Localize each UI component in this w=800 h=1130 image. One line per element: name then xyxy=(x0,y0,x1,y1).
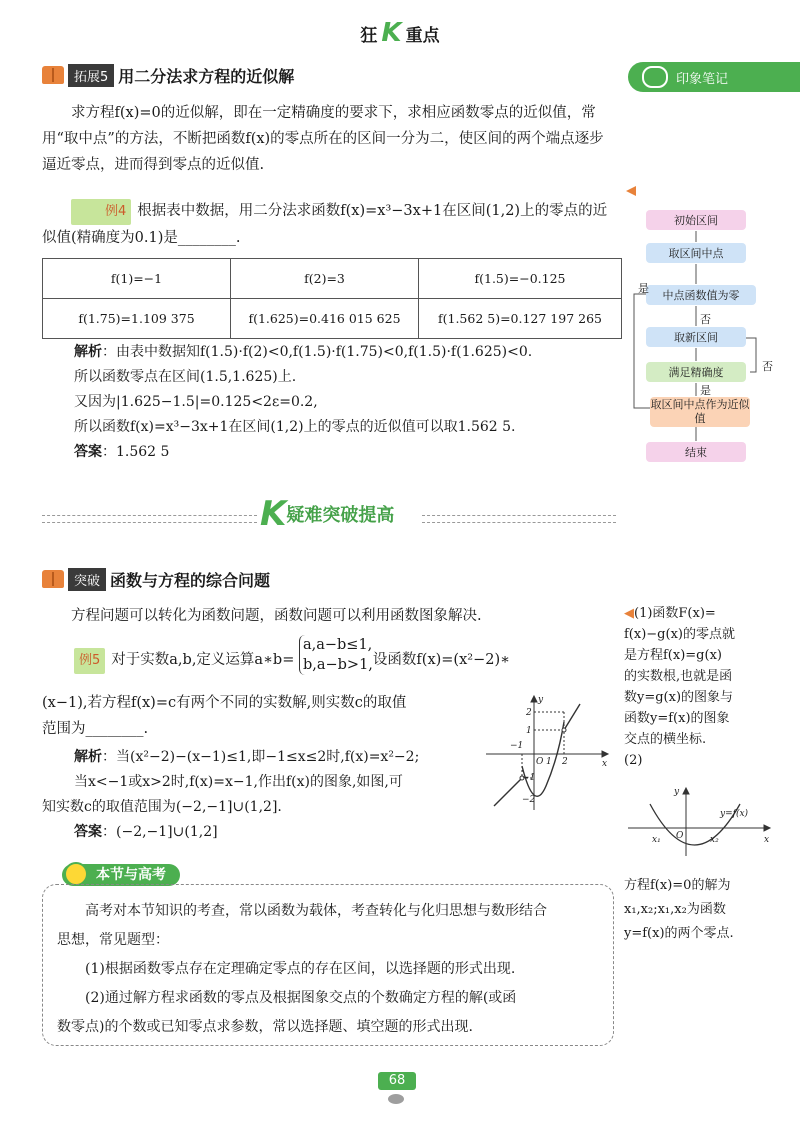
example4-solution xyxy=(74,340,619,465)
solution-line: 当x<−1或x>2时,f(x)=x−1,作出f(x)的图象,如图,可 xyxy=(74,774,403,790)
flowchart-node: 取新区间 xyxy=(646,327,746,347)
side-note-line: 数y=g(x)的图象与 xyxy=(624,690,734,705)
section1-heading xyxy=(42,64,294,86)
side-note-marker: ◀(1)函数F(x)= xyxy=(624,606,716,621)
book-icon xyxy=(42,570,64,588)
example5-question xyxy=(42,690,482,742)
origin-label: O xyxy=(536,757,544,767)
exam-line: (2)通过解方程求函数的零点及根据图象交点的个数确定方程的解(或函 xyxy=(85,990,517,1006)
tick-label: −1 xyxy=(522,773,536,783)
exam-line: 思想，常见题型： xyxy=(57,932,169,948)
banner-k-logo: K xyxy=(260,494,287,534)
solution-line: 所以函数f(x)=x³−3x+1在区间(1,2)上的零点的近似值可以取1.562 5. xyxy=(74,419,516,435)
side-note-line: x₁,x₂;x₁,x₂为函数 xyxy=(624,902,726,917)
example4-table xyxy=(42,258,622,339)
zero-label: x₁ xyxy=(652,835,661,845)
flowchart-node: 初始区间 xyxy=(646,210,746,230)
flowchart-node: 结束 xyxy=(646,442,746,462)
tick-label: −1 xyxy=(510,741,524,751)
solution-line: 又因为|1.625−1.5|=0.125<2ε=0.2, xyxy=(74,394,318,410)
side-tab xyxy=(628,62,800,92)
answer-label: 答案 xyxy=(74,444,102,460)
header-right: 重点 xyxy=(405,26,440,46)
solution-line: ：由表中数据知f(1.5)·f(2)<0,f(1.5)·f(1.75)<0,f(1.5)·f(1.625)<0. xyxy=(102,344,533,360)
axis-label: y xyxy=(674,787,680,797)
axis-label: y xyxy=(538,695,544,705)
example5-q-line1: 对于实数a,b,定义运算a∗b= xyxy=(111,652,295,668)
flowchart-yes: 是 xyxy=(700,384,711,397)
table-cell: f(1.625)=0.416 015 625 xyxy=(231,299,419,339)
section1-title: 用二分法求方程的近似解 xyxy=(118,66,295,86)
example4 xyxy=(42,198,616,251)
side-note-line: y=f(x)的两个零点. xyxy=(624,926,734,941)
table-row xyxy=(43,299,622,339)
flowchart-node: 取区间中点 xyxy=(646,243,746,263)
header-k-logo: K xyxy=(381,18,402,48)
table-row xyxy=(43,259,622,299)
book-icon xyxy=(42,66,64,84)
flowchart-yes: 是 xyxy=(638,282,649,295)
flowchart-no: 否 xyxy=(700,313,711,326)
origin-label: O xyxy=(676,831,684,841)
banner-divider xyxy=(422,515,616,523)
function-graph xyxy=(484,692,614,812)
function-label: y=f(x) xyxy=(720,809,749,819)
section2-heading xyxy=(42,568,270,590)
section1-paragraph: 求方程f(x)=0的近似解，即在一定精确度的要求下，求相应函数零点的近似值，常用“取中点”的方法，不断把函数f(x)的零点所在的区间一分为二，使区间的两个端点逐步逼近零点，进而得到零点的近似值. xyxy=(42,105,604,173)
question-line: 范围为________. xyxy=(42,721,149,737)
piecewise-case: b,a−b>1, xyxy=(302,657,373,673)
banner-title: 疑难突破提高 xyxy=(286,505,395,526)
x-axis-arrow xyxy=(602,751,608,757)
section1-tag: 拓展5 xyxy=(68,64,114,87)
tick-label: −2 xyxy=(522,795,536,805)
exam-content xyxy=(43,885,613,1042)
table-cell: f(1.562 5)=0.127 197 265 xyxy=(419,299,622,339)
exam-line: (1)根据函数零点存在定理确定零点的存在区间，以选择题的形式出现. xyxy=(85,961,516,977)
flowchart-node: 中点函数值为零 xyxy=(646,285,756,305)
left-line xyxy=(494,778,522,806)
side-note-after xyxy=(624,874,794,946)
side-note-line: (2) xyxy=(624,753,643,768)
note-icon xyxy=(642,66,668,88)
axis-label: x xyxy=(602,759,608,769)
table-cell: f(2)=3 xyxy=(231,259,419,299)
solution-line: 所以函数零点在区间(1.5,1.625)上. xyxy=(74,369,297,385)
answer-value: ：1.562 5 xyxy=(102,444,170,460)
side-note-line: 的实数根,也就是函 xyxy=(624,669,733,684)
section2-title: 函数与方程的综合问题 xyxy=(110,570,271,590)
side-note xyxy=(624,603,794,771)
exam-line: 高考对本节知识的考查，常以函数为载体，考查转化与化归思想与数形结合 xyxy=(85,903,547,919)
side-note-line: 交点的横坐标. xyxy=(624,732,707,747)
piecewise xyxy=(299,635,373,675)
solution-line: ：当(x²−2)−(x−1)≤1,即−1≤x≤2时,f(x)=x²−2; xyxy=(102,749,420,765)
example4-badge: 例4 xyxy=(71,199,131,225)
example5-solution xyxy=(42,745,484,845)
bird-icon xyxy=(388,1094,404,1104)
exam-box xyxy=(42,884,614,1046)
exam-title-text: 本节与高考 xyxy=(62,864,180,886)
section2-tag: 突破 xyxy=(68,568,106,591)
table-cell: f(1.5)=−0.125 xyxy=(419,259,622,299)
page-header xyxy=(0,18,800,48)
section2-body xyxy=(42,603,616,629)
banner-divider xyxy=(42,515,257,523)
side-note-line: 是方程f(x)=g(x) xyxy=(624,648,722,663)
tick-label: 2 xyxy=(526,708,532,718)
flowchart-no: 否 xyxy=(762,360,773,373)
solution-line: 知实数c的取值范围为(−2,−1]∪(1,2]. xyxy=(42,799,282,815)
exam-line: 数零点)的个数或已知零点求参数，常以选择题、填空题的形式出现. xyxy=(57,1019,473,1035)
answer-value: ：(−2,−1]∪(1,2] xyxy=(102,824,218,840)
example5 xyxy=(74,637,619,675)
solution-label: 解析 xyxy=(74,344,102,360)
side-note-line: 方程f(x)=0的解为 xyxy=(624,878,731,893)
section2-intro: 方程问题可以转化为函数问题，函数问题可以利用函数图象解决. xyxy=(71,608,482,624)
right-line xyxy=(564,704,580,730)
axis-label: x xyxy=(764,835,770,845)
page-number: 68 xyxy=(378,1072,416,1090)
y-axis-arrow xyxy=(531,696,537,702)
side-note-line: f(x)−g(x)的零点就 xyxy=(624,627,735,642)
tick-label: 1 xyxy=(526,726,532,736)
table-cell: f(1.75)=1.109 375 xyxy=(43,299,231,339)
tick-label: 1 xyxy=(546,757,552,767)
flowchart-node: 满足精确度 xyxy=(646,362,746,382)
lemon-icon xyxy=(64,862,88,886)
answer-label: 答案 xyxy=(74,824,102,840)
zero-label: x₂ xyxy=(710,835,719,845)
side-tab-label: 印象笔记 xyxy=(676,71,729,87)
pointer-icon xyxy=(626,186,636,196)
side-note-line: 函数y=f(x)的图象 xyxy=(624,711,730,726)
example5-q-line1b: 设函数f(x)=(x²−2)∗ xyxy=(372,652,510,668)
zeros-graph xyxy=(624,782,774,858)
header-left: 狂 xyxy=(360,26,378,46)
section1-body xyxy=(42,100,616,178)
piecewise-case: a,a−b≤1, xyxy=(302,637,373,653)
flowchart-node: 取区间中点作为近似值 xyxy=(650,398,750,425)
open-point xyxy=(562,728,566,732)
tick-label: 2 xyxy=(562,757,568,767)
flowchart xyxy=(624,186,784,466)
table-cell: f(1)=−1 xyxy=(43,259,231,299)
example4-question: 根据表中数据，用二分法求函数f(x)=x³−3x+1在区间(1,2)上的零点的近似值(精确度为0.1)是________. xyxy=(42,203,608,246)
solution-label: 解析 xyxy=(74,749,102,765)
banner xyxy=(260,494,394,534)
example5-badge: 例5 xyxy=(74,648,105,674)
question-line: (x−1),若方程f(x)=c有两个不同的实数解,则实数c的取值 xyxy=(42,695,407,711)
